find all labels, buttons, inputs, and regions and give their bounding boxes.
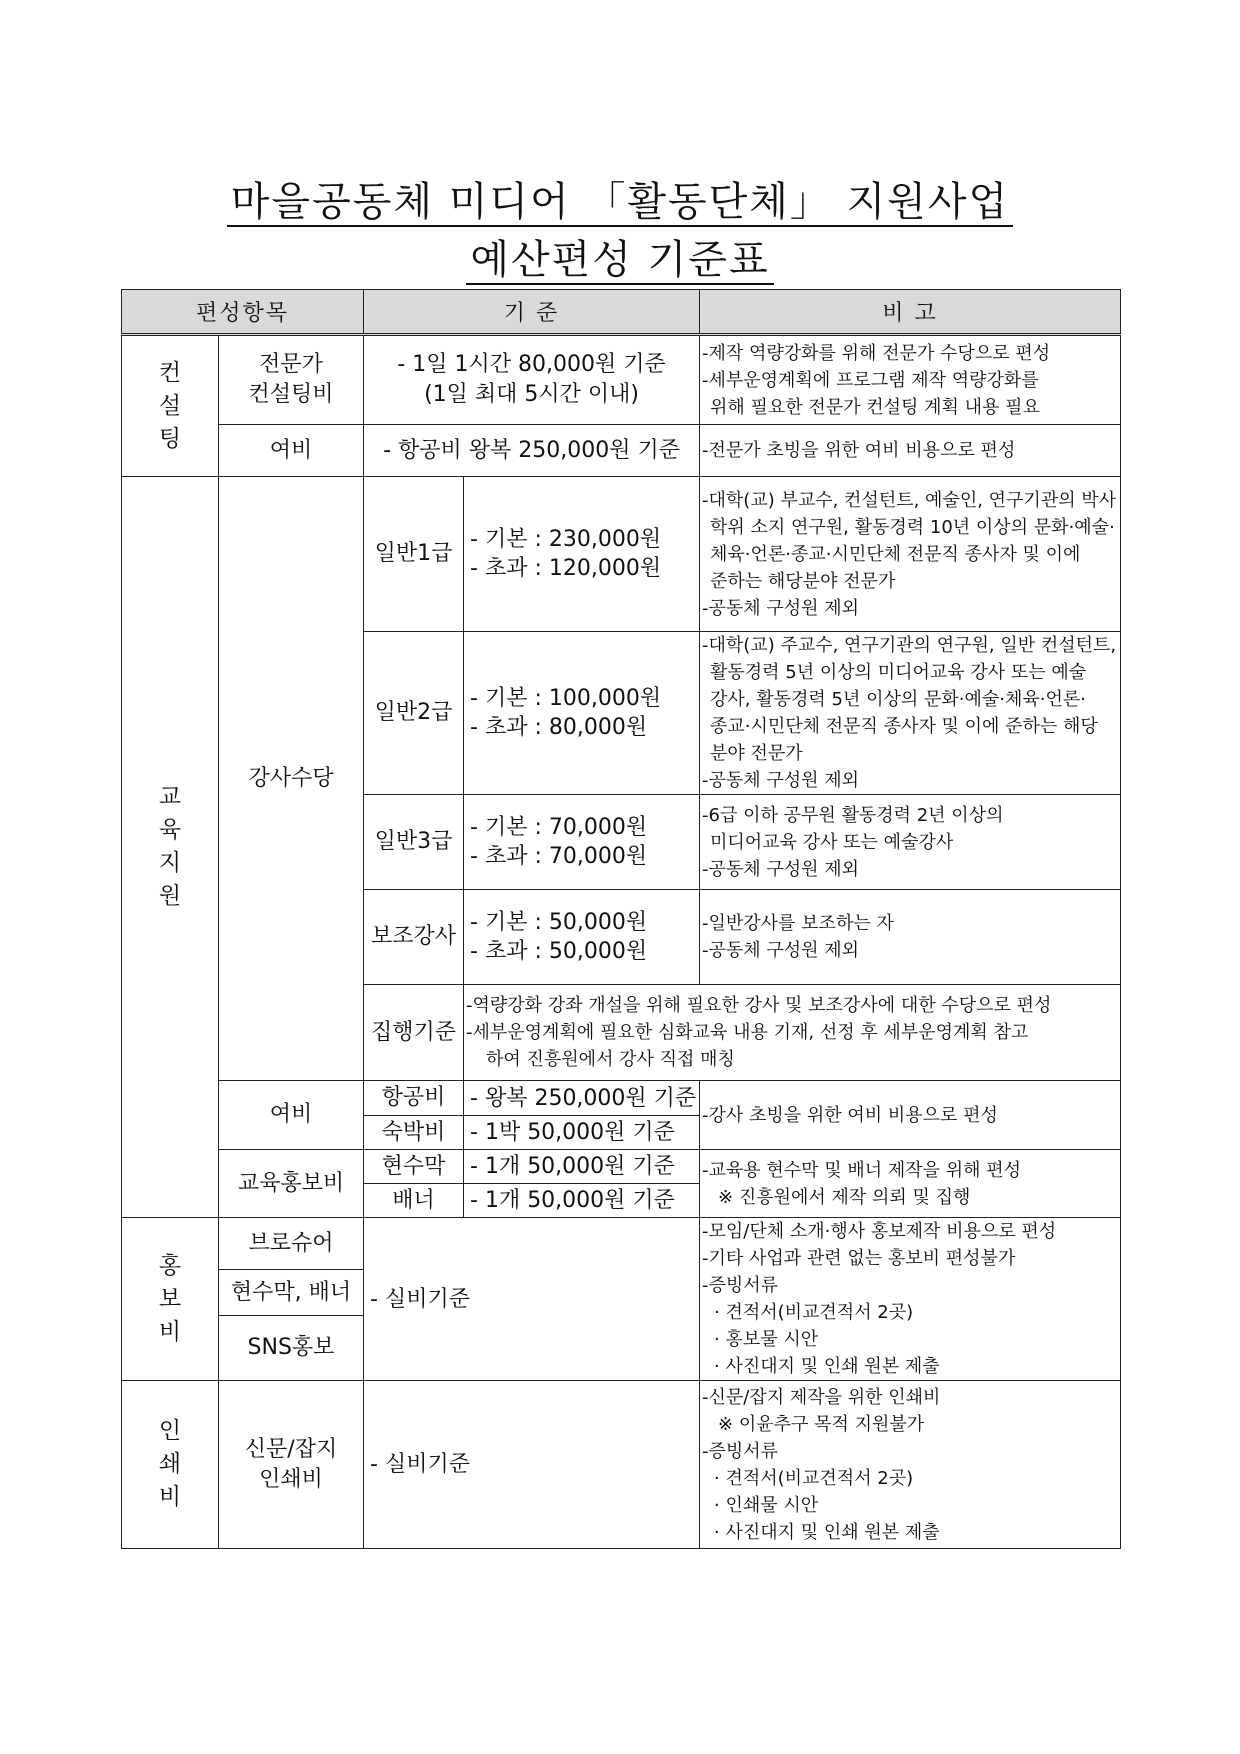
assistant-note: -일반강사를 보조하는 자 -공동체 구성원 제외 — [700, 890, 1121, 985]
table-row — [122, 1081, 1121, 1116]
page-subtitle: 예산편성 기준표 — [0, 228, 1240, 285]
header-remarks: 비 고 — [700, 290, 1121, 335]
category-consulting: 컨 설 팅 — [122, 335, 219, 477]
grade3-standard: - 기본 : 70,000원 - 초과 : 70,000원 — [464, 795, 700, 890]
table-row — [122, 1150, 1121, 1184]
banner-standard: - 1개 50,000원 기준 — [464, 1150, 700, 1184]
consulting-travel-label: 여비 — [219, 425, 364, 477]
grade2-standard: - 기본 : 100,000원 - 초과 : 80,000원 — [464, 632, 700, 795]
grade2-note: -대학(교) 주교수, 연구기관의 연구원, 일반 컨설턴트, 활동경력 5년 이상의 미디어교육 강사 또는 예술 강사, 활동경력 5년 이상의 문화·예술·체육·언론· 종교·시민단체 전문직 종사자 및 이에 준하는 해당 분야 전문가 -공동체 구성원 제외 — [700, 632, 1121, 795]
consulting-fee-label: 전문가 컨설팅비 — [219, 335, 364, 425]
page-title: 마을공동체 미디어 「활동단체」 지원사업 — [0, 170, 1240, 227]
airfare-label: 항공비 — [364, 1081, 464, 1116]
consulting-fee-note: -제작 역량강화를 위해 전문가 수당으로 편성 -세부운영계획에 프로그램 제작 역량강화를 위해 필요한 전문가 컨설팅 계획 내용 필요 — [700, 335, 1121, 425]
table-row — [122, 1381, 1121, 1549]
banner-promo-label: 현수막, 배너 — [219, 1270, 364, 1316]
table-row — [122, 335, 1121, 425]
sns-promo-label: SNS홍보 — [219, 1316, 364, 1381]
assistant-standard: - 기본 : 50,000원 - 초과 : 50,000원 — [464, 890, 700, 985]
consulting-travel-note: -전문가 초빙을 위한 여비 비용으로 편성 — [700, 425, 1121, 477]
xbanner-label: 배너 — [364, 1184, 464, 1218]
header-item: 편성항목 — [122, 290, 364, 335]
lodging-label: 숙박비 — [364, 1116, 464, 1150]
grade2-label: 일반2급 — [364, 632, 464, 795]
table-row — [122, 477, 1121, 632]
budget-table — [121, 289, 1121, 1549]
edu-travel-label: 여비 — [219, 1081, 364, 1150]
edu-promo-label: 교육홍보비 — [219, 1150, 364, 1218]
airfare-standard: - 왕복 250,000원 기준 — [464, 1081, 700, 1116]
edu-travel-note: -강사 초빙을 위한 여비 비용으로 편성 — [700, 1081, 1121, 1150]
category-printing: 인 쇄 비 — [122, 1381, 219, 1549]
publicity-note: -모임/단체 소개·행사 홍보제작 비용으로 편성 -기타 사업과 관련 없는 홍보비 편성불가 -증빙서류 · 견적서(비교견적서 2곳) · 홍보물 시안 · 사진대지 및 인쇄 원본 제출 — [700, 1218, 1121, 1381]
printing-note: -신문/잡지 제작을 위한 인쇄비 ※ 이윤추구 목적 지원불가 -증빙서류 · 견적서(비교견적서 2곳) · 인쇄물 시안 · 사진대지 및 인쇄 원본 제출 — [700, 1381, 1121, 1549]
lodging-standard: - 1박 50,000원 기준 — [464, 1116, 700, 1150]
grade3-note: -6급 이하 공무원 활동경력 2년 이상의 미디어교육 강사 또는 예술강사 -공동체 구성원 제외 — [700, 795, 1121, 890]
grade3-label: 일반3급 — [364, 795, 464, 890]
consulting-travel-standard: - 항공비 왕복 250,000원 기준 — [364, 425, 700, 477]
grade1-label: 일반1급 — [364, 477, 464, 632]
publicity-standard: - 실비기준 — [364, 1218, 700, 1381]
consulting-fee-standard: - 1일 1시간 80,000원 기준 (1일 최대 5시간 이내) — [364, 335, 700, 425]
table-row — [122, 425, 1121, 477]
banner-label: 현수막 — [364, 1150, 464, 1184]
execution-label: 집행기준 — [364, 985, 464, 1081]
printing-label: 신문/잡지 인쇄비 — [219, 1381, 364, 1549]
edu-promo-note: -교육용 현수막 및 배너 제작을 위해 편성 ※ 진흥원에서 제작 의뢰 및 집행 — [700, 1150, 1121, 1218]
grade1-standard: - 기본 : 230,000원 - 초과 : 120,000원 — [464, 477, 700, 632]
lecturer-fee-label: 강사수당 — [219, 477, 364, 1081]
category-education: 교 육 지 원 — [122, 477, 219, 1218]
header-standard: 기 준 — [364, 290, 700, 335]
brochure-label: 브로슈어 — [219, 1218, 364, 1270]
grade1-note: -대학(교) 부교수, 컨설턴트, 예술인, 연구기관의 박사 학위 소지 연구원, 활동경력 10년 이상의 문화·예술· 체육·언론·종교·시민단체 전문직 종사자 및 이에 준하는 해당분야 전문가 -공동체 구성원 제외 — [700, 477, 1121, 632]
xbanner-standard: - 1개 50,000원 기준 — [464, 1184, 700, 1218]
category-publicity: 홍 보 비 — [122, 1218, 219, 1381]
table-row — [122, 1218, 1121, 1270]
assistant-label: 보조강사 — [364, 890, 464, 985]
table-header-row — [122, 290, 1121, 335]
printing-standard: - 실비기준 — [364, 1381, 700, 1549]
execution-note: -역량강화 강좌 개설을 위해 필요한 강사 및 보조강사에 대한 수당으로 편성 -세부운영계획에 필요한 심화교육 내용 기재, 선정 후 세부운영계획 참고 하여 진흥원에서 강사 직접 매칭 — [464, 985, 1121, 1081]
